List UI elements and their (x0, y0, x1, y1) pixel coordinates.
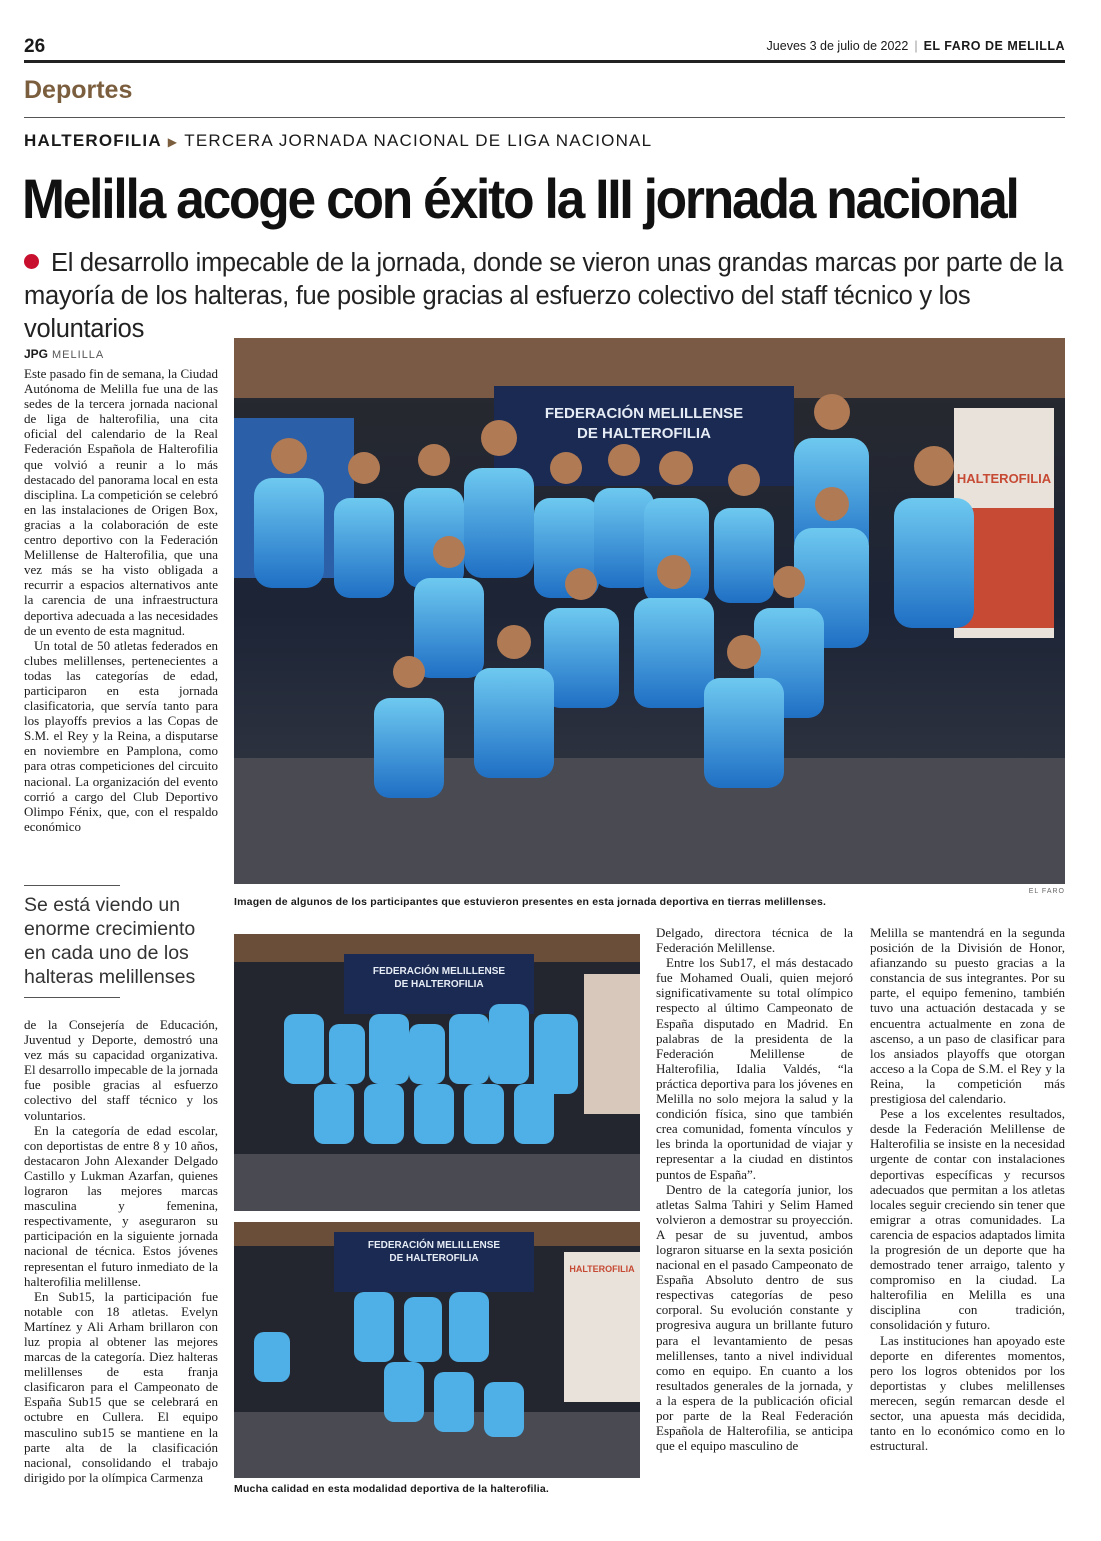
paragraph: Melilla se mantendrá en la segunda posición de la División de Honor, afianzando su puesto gracias a la constancia de sus integrantes. Por su parte, el equipo femenino, también tuvo una actuación destacada y se encuentra actualmente en zona de ascenso, a un paso de clasificar para los ansiados playoffs que otorgan acceso a la Copa de S.M. el Rey y la Reina, la competición más prestigiosa del calendario. (870, 925, 1065, 1107)
paragraph: En la categoría de edad escolar, con deportistas de entre 8 y 10 años, destacaron John Alexander Delgado Castillo y Lukman Azarfan, quienes lograron las mejores marcas masculina y femenina, respectivamente, y aseguraron su participación en la siguiente jornada nacional de técnica. Estos jóvenes representan el futuro inmediato de la halterofilia melillense. (24, 1122, 218, 1289)
byline-author: JPG (24, 347, 49, 361)
paragraph: En Sub15, la participación fue notable con 18 atletas. Evelyn Martínez y Ali Arham brillaron con luz propia al obtener las mejores marcas de la categoría. Diez halteras melillenses de esta franja clasificaron para el Campeonato de España Sub15 que se celebrará en octubre en Cullera. El equipo masculino sub15 se mantiene en la parte alta de la clasificación nacional, consolidando el trabajo dirigido por la olímpica Carmenza (24, 1288, 218, 1485)
photo-3-caption: Mucha calidad en esta modalidad deportiva de la halterofilia. (234, 1483, 550, 1495)
side-banner: HALTEROFILIA (956, 471, 1052, 486)
issue-date: Jueves 3 de julio de 2022 (766, 39, 909, 53)
side-banner: HALTEROFILIA (569, 1264, 635, 1274)
kicker (24, 131, 652, 151)
byline (24, 347, 104, 361)
paragraph: Pese a los excelentes resultados, desde la Federación Melillense de Halterofilia se insiste en la necesidad urgente de contar con instalaciones deportivas específicas y recursos adecuados que permitan a los atletas locales seguir creciendo sin tener que emigrar a otras comunidades. La carencia de espacios adaptados limita la progresión de un deporte que ha demostrado tener arraigo, talento y compromiso en la ciudad. La halterofilia en Melilla es una disciplina con tradición, consolidación y futuro. (870, 1106, 1065, 1333)
column-4 (870, 925, 1065, 1453)
paragraph: de la Consejería de Educación, Juventud y Deporte, demostró una vez más su capacidad organizativa. El desarrollo impecable de la jornada fue posible gracias al esfuerzo colectivo del staff técnico y los voluntarios. (24, 1017, 218, 1123)
paragraph: Este pasado fin de semana, la Ciudad Autónoma de Melilla fue una de las sedes de la tercera jornada nacional de liga de halterofilia, una cita oficial del calendario de la Real Federación Española de Halterofilia que volvió a reunir a lo más destacado del panorama local en esta disciplina. La competición se celebró en las instalaciones de Origen Box, gracias a la colaboración de este centro deportivo con la Federación Melillense de Halterofilia, que una vez más se ha visto obligada a recurrir a espacios alternativos ante la carencia de una infraestructura deportiva adecuada a las necesidades de un evento de esta magnitud. (24, 366, 218, 638)
bullet-dot-icon (24, 254, 39, 269)
kicker-sport: HALTEROFILIA (24, 131, 162, 150)
photo-illustration (234, 338, 1065, 884)
byline-location: MELILLA (52, 349, 105, 361)
headline: Melilla acoge con éxito la III jornada nacional (22, 167, 1018, 230)
photo-credit: EL FARO (1028, 888, 1065, 895)
photo-illustration (234, 934, 640, 1211)
paragraph: Las instituciones han apoyado este deporte en diferentes momentos, pero los logros obtenidos por los deportistas y clubes melillenses merecen, según remarcan desde el sector, una apuesta más decidida, tanto en lo económico como en lo estructural. (870, 1332, 1065, 1454)
pull-quote-rule-bottom (24, 997, 120, 998)
photo-illustration (234, 1222, 640, 1478)
banner-line-2: DE HALTEROFILIA (394, 979, 484, 990)
paragraph: Un total de 50 atletas federados en clubes melillenses, pertenecientes a todas las categorías de edad, participaron en esta jornada clasificatoria, que servía tanto para los playoffs previos a las Copas de S.M. el Rey y la Reina, a disputarse en noviembre en Pamplona, como para otras competiciones del circuito nacional. La organización del evento corrió a cargo del Club Deportivo Olimpo Fénix, que, con el respaldo económico (24, 637, 218, 834)
main-photo-caption: Imagen de algunos de los participantes que estuvieron presentes en esta jornada deportiva en tierras melillenses. (234, 896, 827, 908)
banner-line-2: DE HALTEROFILIA (577, 425, 711, 442)
pull-quote: Se está viendo un enorme crecimiento en cada uno de los halteras melillenses (24, 894, 196, 988)
triangle-icon: ▶ (167, 135, 179, 149)
paragraph: Delgado, directora técnica de la Federación Melillense. (656, 925, 853, 956)
group-photo-2 (234, 934, 640, 1211)
newspaper-name: EL FARO DE MELILLA (923, 39, 1065, 53)
column-1-top (24, 366, 218, 834)
dateline: Jueves 3 de julio de 2022 | EL FARO DE MELILLA (766, 39, 1065, 53)
pull-quote-rule-top (24, 885, 120, 886)
paragraph: Dentro de la categoría junior, los atletas Salma Tahiri y Selim Hamed volvieron a demostrar su proyección. A pesar de su juventud, ambos lograron situarse en la sexta posición nacional en el pasado Campeonato de España Absoluto dentro de sus respectivas categorías de peso corporal. Su evolución constante y progresiva augura un brillante futuro para el levantamiento de pesas melillenses, tanto a nivel individual como en equipo. En cuanto a los resultados generales de la jornada, y a la espera de la publicación oficial por parte de la Real Federación Española de Halterofilia, se anticipa que el equipo masculino de (656, 1181, 853, 1454)
subheadline (24, 247, 1069, 346)
header-rule (24, 60, 1065, 63)
paragraph: Entre los Sub17, el más destacado fue Mohamed Ouali, quien mejoró significativamente su total olímpico respecto al último Campeonato de España disputado en Madrid. En palabras de la presidenta de la Federación Melillense de Halterofilia, Idalia Valdés, “la práctica deportiva para los jóvenes en Melilla no solo mejora la salud y la condición física, sino que también crea comunidad, fomenta vínculos y les brinda la oportunidad de viajar y representar a la ciudad en distintos puntos de España”. (656, 955, 853, 1182)
column-1-bottom (24, 1017, 218, 1485)
group-photo-3 (234, 1222, 640, 1478)
section-title: Deportes (24, 76, 133, 104)
subheadline-text: El desarrollo impecable de la jornada, donde se vieron unas grandas marcas por parte de la mayoría de los halteras, fue posible gracias al esfuerzo colectivo del staff técnico y los voluntarios (24, 249, 1064, 343)
banner-line-1: FEDERACIÓN MELILLENSE (372, 966, 506, 977)
kicker-topic: TERCERA JORNADA NACIONAL DE LIGA NACIONAL (184, 131, 653, 150)
banner-line-2: DE HALTEROFILIA (389, 1253, 479, 1264)
page-number: 26 (24, 36, 46, 57)
banner-line-1: FEDERACIÓN MELILLENSE (544, 405, 744, 422)
main-team-photo (234, 338, 1065, 884)
banner-line-1: FEDERACIÓN MELILLENSE (367, 1240, 501, 1251)
section-rule (24, 117, 1065, 118)
column-3 (656, 925, 853, 1453)
